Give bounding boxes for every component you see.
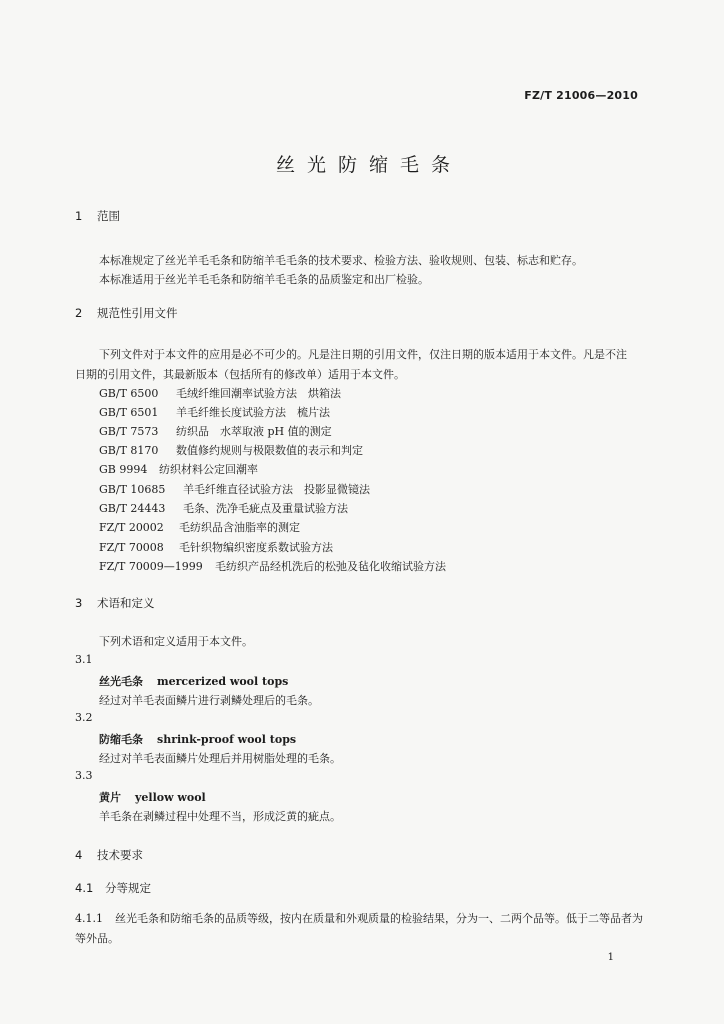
reference-title: 毛条、洗净毛疵点及重量试验方法 <box>183 502 348 515</box>
term-number: 3.1 <box>75 653 93 666</box>
paragraph: 下列术语和定义适用于本文件。 <box>99 635 253 648</box>
reference-title: 纺织品 水萃取液 pH 值的测定 <box>176 425 332 438</box>
section-title: 技术要求 <box>97 848 143 862</box>
term-zh: 黄片 <box>99 791 121 804</box>
term-heading <box>99 789 206 805</box>
reference-code: GB/T 10685 <box>99 483 166 496</box>
section-4-heading <box>75 847 143 863</box>
reference-code: GB 9994 <box>99 463 148 476</box>
reference-item <box>99 481 370 497</box>
paragraph: 本标准适用于丝光羊毛毛条和防缩羊毛毛条的品质鉴定和出厂检验。 <box>99 273 429 286</box>
subsection-title: 分等规定 <box>105 881 151 895</box>
reference-item <box>99 404 330 420</box>
section-2-heading <box>75 305 178 321</box>
paragraph: 本标准规定了丝光羊毛毛条和防缩羊毛毛条的技术要求、检验方法、验收规则、包装、标志和贮存。 <box>99 254 583 267</box>
document-title: 丝光防缩毛条 <box>275 154 462 176</box>
term-en: shrink-proof wool tops <box>157 733 297 746</box>
term-heading <box>99 731 296 747</box>
reference-code: GB/T 8170 <box>99 444 159 457</box>
section-title: 范围 <box>97 209 120 223</box>
reference-item <box>99 423 332 439</box>
term-en: yellow wool <box>135 791 206 804</box>
reference-item <box>99 385 341 401</box>
reference-item <box>99 539 333 555</box>
reference-item <box>99 519 300 535</box>
clause-paragraph <box>75 909 643 949</box>
reference-item <box>99 500 348 516</box>
reference-item <box>99 442 363 458</box>
reference-title: 羊毛纤维长度试验方法 梳片法 <box>176 406 330 419</box>
reference-title: 毛绒纤维回潮率试验方法 烘箱法 <box>176 387 341 400</box>
clause-number: 4.1.1 <box>75 912 103 925</box>
reference-code: GB/T 6501 <box>99 406 159 419</box>
reference-code: FZ/T 20002 <box>99 521 164 534</box>
reference-code: GB/T 6500 <box>99 387 159 400</box>
subsection-4-1-heading <box>75 880 151 896</box>
reference-item <box>99 461 258 477</box>
term-definition: 经过对羊毛表面鳞片进行剥鳞处理后的毛条。 <box>99 694 319 707</box>
section-number: 2 <box>75 306 83 320</box>
term-definition: 经过对羊毛表面鳞片处理后并用树脂处理的毛条。 <box>99 752 341 765</box>
reference-title: 纺织材料公定回潮率 <box>159 463 258 476</box>
term-zh: 丝光毛条 <box>99 675 143 688</box>
subsection-number: 4.1 <box>75 881 94 895</box>
section-title: 术语和定义 <box>97 596 155 610</box>
section-3-heading <box>75 595 155 611</box>
reference-title: 羊毛纤维直径试验方法 投影显微镜法 <box>183 483 370 496</box>
section-title: 规范性引用文件 <box>97 306 178 320</box>
term-number: 3.3 <box>75 769 93 782</box>
standard-number: FZ/T 21006—2010 <box>524 89 638 102</box>
term-heading <box>99 673 288 689</box>
reference-code: FZ/T 70008 <box>99 541 164 554</box>
reference-code: FZ/T 70009—1999 <box>99 560 203 573</box>
paragraph: 下列文件对于本文件的应用是必不可少的。凡是注日期的引用文件，仅注日期的版本适用于本文件。凡是不注日期的引用文件，其最新版本（包括所有的修改单）适用于本文件。 <box>75 348 627 381</box>
section-number: 1 <box>75 209 83 223</box>
page-number: 1 <box>607 952 614 963</box>
term-definition: 羊毛条在剥鳞过程中处理不当，形成泛黄的疵点。 <box>99 810 341 823</box>
term-zh: 防缩毛条 <box>99 733 143 746</box>
reference-title: 毛纺织品含油脂率的测定 <box>179 521 300 534</box>
term-en: mercerized wool tops <box>157 675 289 688</box>
reference-title: 毛针织物编织密度系数试验方法 <box>179 541 333 554</box>
section-number: 4 <box>75 848 83 862</box>
section-1-heading <box>75 208 120 224</box>
reference-title: 毛纺织产品经机洗后的松弛及毡化收缩试验方法 <box>215 560 446 573</box>
reference-title: 数值修约规则与极限数值的表示和判定 <box>176 444 363 457</box>
reference-code: GB/T 7573 <box>99 425 159 438</box>
reference-code: GB/T 24443 <box>99 502 166 515</box>
reference-item <box>99 558 446 574</box>
term-number: 3.2 <box>75 711 93 724</box>
section-number: 3 <box>75 596 83 610</box>
clause-text: 丝光毛条和防缩毛条的品质等级，按内在质量和外观质量的检验结果，分为一、二两个品等。低于二等品者为等外品。 <box>75 912 643 945</box>
